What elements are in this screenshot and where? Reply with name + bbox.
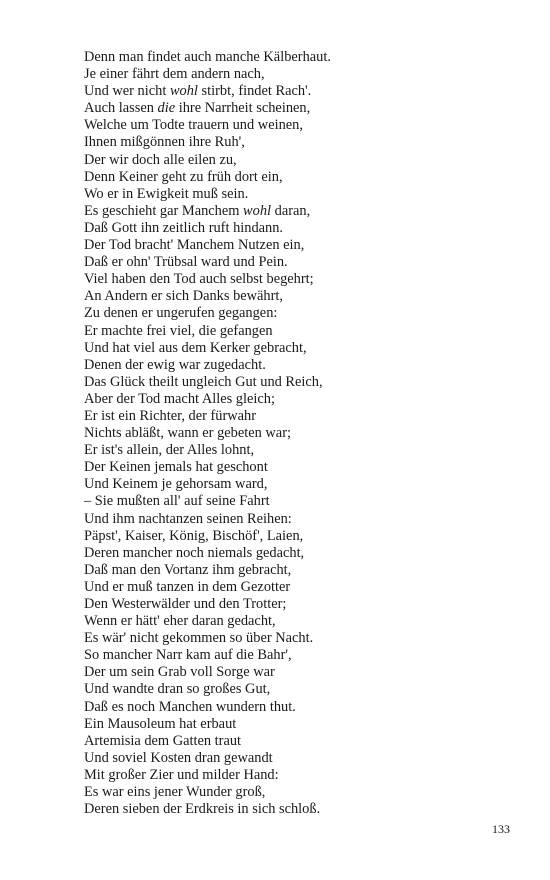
line-text: Und soviel Kosten dran gewandt xyxy=(84,749,273,766)
verse-line xyxy=(84,357,504,374)
line-text: Und hat viel aus dem Kerker gebracht, xyxy=(84,339,307,356)
verse-line xyxy=(84,784,504,801)
verse-line xyxy=(84,767,504,784)
line-text: Es wär' nicht gekommen so über Nacht. xyxy=(84,630,314,647)
line-text: Und wer nicht xyxy=(84,83,170,100)
verse-line xyxy=(84,305,504,322)
verse-line xyxy=(84,340,504,357)
line-text: Der um sein Grab voll Sorge war xyxy=(84,664,275,681)
line-text: Päpst', Kaiser, König, Bischöf', Laien, xyxy=(84,527,304,544)
verse-line xyxy=(84,511,504,528)
line-text: Je einer fährt dem andern nach, xyxy=(84,66,265,83)
verse-line xyxy=(84,152,504,169)
verse-line xyxy=(84,733,504,750)
line-text: Daß es noch Manchen wundern thut. xyxy=(84,698,296,715)
line-text: Daß Gott ihn zeitlich ruft hindann. xyxy=(84,219,284,236)
line-text: Deren mancher noch niemals gedacht, xyxy=(84,544,305,561)
line-text: Aber der Tod macht Alles gleich; xyxy=(84,390,275,407)
verse-line xyxy=(84,579,504,596)
line-text: Der Tod bracht' Manchem Nutzen ein, xyxy=(84,237,305,254)
verse-line xyxy=(84,750,504,767)
verse-line xyxy=(84,681,504,698)
line-text: Und ihm nachtanzen seinen Reihen: xyxy=(84,510,292,527)
verse-line xyxy=(84,374,504,391)
verse-line xyxy=(84,596,504,613)
line-text: Es geschieht gar Manchem xyxy=(84,202,244,219)
verse-line xyxy=(84,425,504,442)
line-text: Welche um Todte trauern und weinen, xyxy=(84,117,303,134)
verse-line xyxy=(84,203,504,220)
verse-line xyxy=(84,288,504,305)
verse-line xyxy=(84,391,504,408)
line-text: So mancher Narr kam auf die Bahr', xyxy=(84,647,292,664)
line-text: ihre Narrheit scheinen, xyxy=(175,100,311,117)
page-number: 133 xyxy=(492,822,510,836)
verse-line xyxy=(84,442,504,459)
verse-line xyxy=(84,562,504,579)
line-text: Und er muß tanzen in dem Gezotter xyxy=(84,578,291,595)
verse-line xyxy=(84,254,504,271)
line-text: stirbt, findet Rach'. xyxy=(197,83,312,100)
verse-line xyxy=(84,459,504,476)
line-text: Und wandte dran so großes Gut, xyxy=(84,681,271,698)
line-text: Denn Keiner geht zu früh dort ein, xyxy=(84,168,283,185)
line-text: Und Keinem je gehorsam ward, xyxy=(84,476,268,493)
verse-line xyxy=(84,545,504,562)
line-text: Er machte frei viel, die gefangen xyxy=(84,322,273,339)
line-text: Er ist's allein, der Alles lohnt, xyxy=(84,442,255,459)
line-text: Ihnen mißgönnen ihre Ruh', xyxy=(84,134,245,151)
line-text: Wenn er hätt' eher daran gedacht, xyxy=(84,613,276,630)
emphasized-text: die xyxy=(157,100,176,117)
verse-line xyxy=(84,801,504,818)
line-text: daran, xyxy=(271,202,311,219)
line-text: Denen der ewig war zugedacht. xyxy=(84,356,266,373)
emphasized-text: wohl xyxy=(169,83,198,100)
line-text: Deren sieben der Erdkreis in sich schloß. xyxy=(84,801,321,818)
verse-line xyxy=(84,613,504,630)
line-text: An Andern er sich Danks bewährt, xyxy=(84,288,284,305)
verse-line xyxy=(84,630,504,647)
line-text: Der Keinen jemals hat geschont xyxy=(84,459,268,476)
line-text: Viel haben den Tod auch selbst begehrt; xyxy=(84,271,314,288)
emphasized-text: wohl xyxy=(243,202,272,219)
verse-line xyxy=(84,66,504,83)
line-text: Das Glück theilt ungleich Gut und Reich, xyxy=(84,373,323,390)
line-text: Ein Mausoleum hat erbaut xyxy=(84,715,237,732)
line-text: – Sie mußten all' auf seine Fahrt xyxy=(84,493,270,510)
verse-line xyxy=(84,476,504,493)
verse-line xyxy=(84,169,504,186)
line-text: Daß er ohn' Trübsal ward und Pein. xyxy=(84,254,288,271)
poem-text xyxy=(84,49,504,818)
verse-line xyxy=(84,528,504,545)
verse-line xyxy=(84,699,504,716)
verse-line xyxy=(84,117,504,134)
line-text: Nichts abläßt, wann er gebeten war; xyxy=(84,425,291,442)
verse-line xyxy=(84,716,504,733)
verse-line xyxy=(84,83,504,100)
line-text: Es war eins jener Wunder groß, xyxy=(84,784,266,801)
line-text: Auch lassen xyxy=(84,100,158,117)
verse-line xyxy=(84,271,504,288)
verse-line xyxy=(84,664,504,681)
line-text: Er ist ein Richter, der fürwahr xyxy=(84,407,257,424)
verse-line xyxy=(84,220,504,237)
line-text: Denn man findet auch manche Kälberhaut. xyxy=(84,49,331,65)
verse-line xyxy=(84,323,504,340)
verse-line xyxy=(84,186,504,203)
verse-line xyxy=(84,408,504,425)
line-text: Wo er in Ewigkeit muß sein. xyxy=(84,185,249,202)
line-text: Artemisia dem Gatten traut xyxy=(84,732,242,749)
line-text: Daß man den Vortanz ihm gebracht, xyxy=(84,561,292,578)
verse-line xyxy=(84,49,504,66)
verse-line xyxy=(84,237,504,254)
line-text: Den Westerwälder und den Trotter; xyxy=(84,596,287,612)
verse-line xyxy=(84,647,504,664)
verse-line xyxy=(84,100,504,117)
line-text: Zu denen er ungerufen gegangen: xyxy=(84,305,278,322)
line-text: Mit großer Zier und milder Hand: xyxy=(84,766,279,783)
line-text: Der wir doch alle eilen zu, xyxy=(84,151,237,168)
verse-line xyxy=(84,134,504,151)
verse-line xyxy=(84,493,504,510)
